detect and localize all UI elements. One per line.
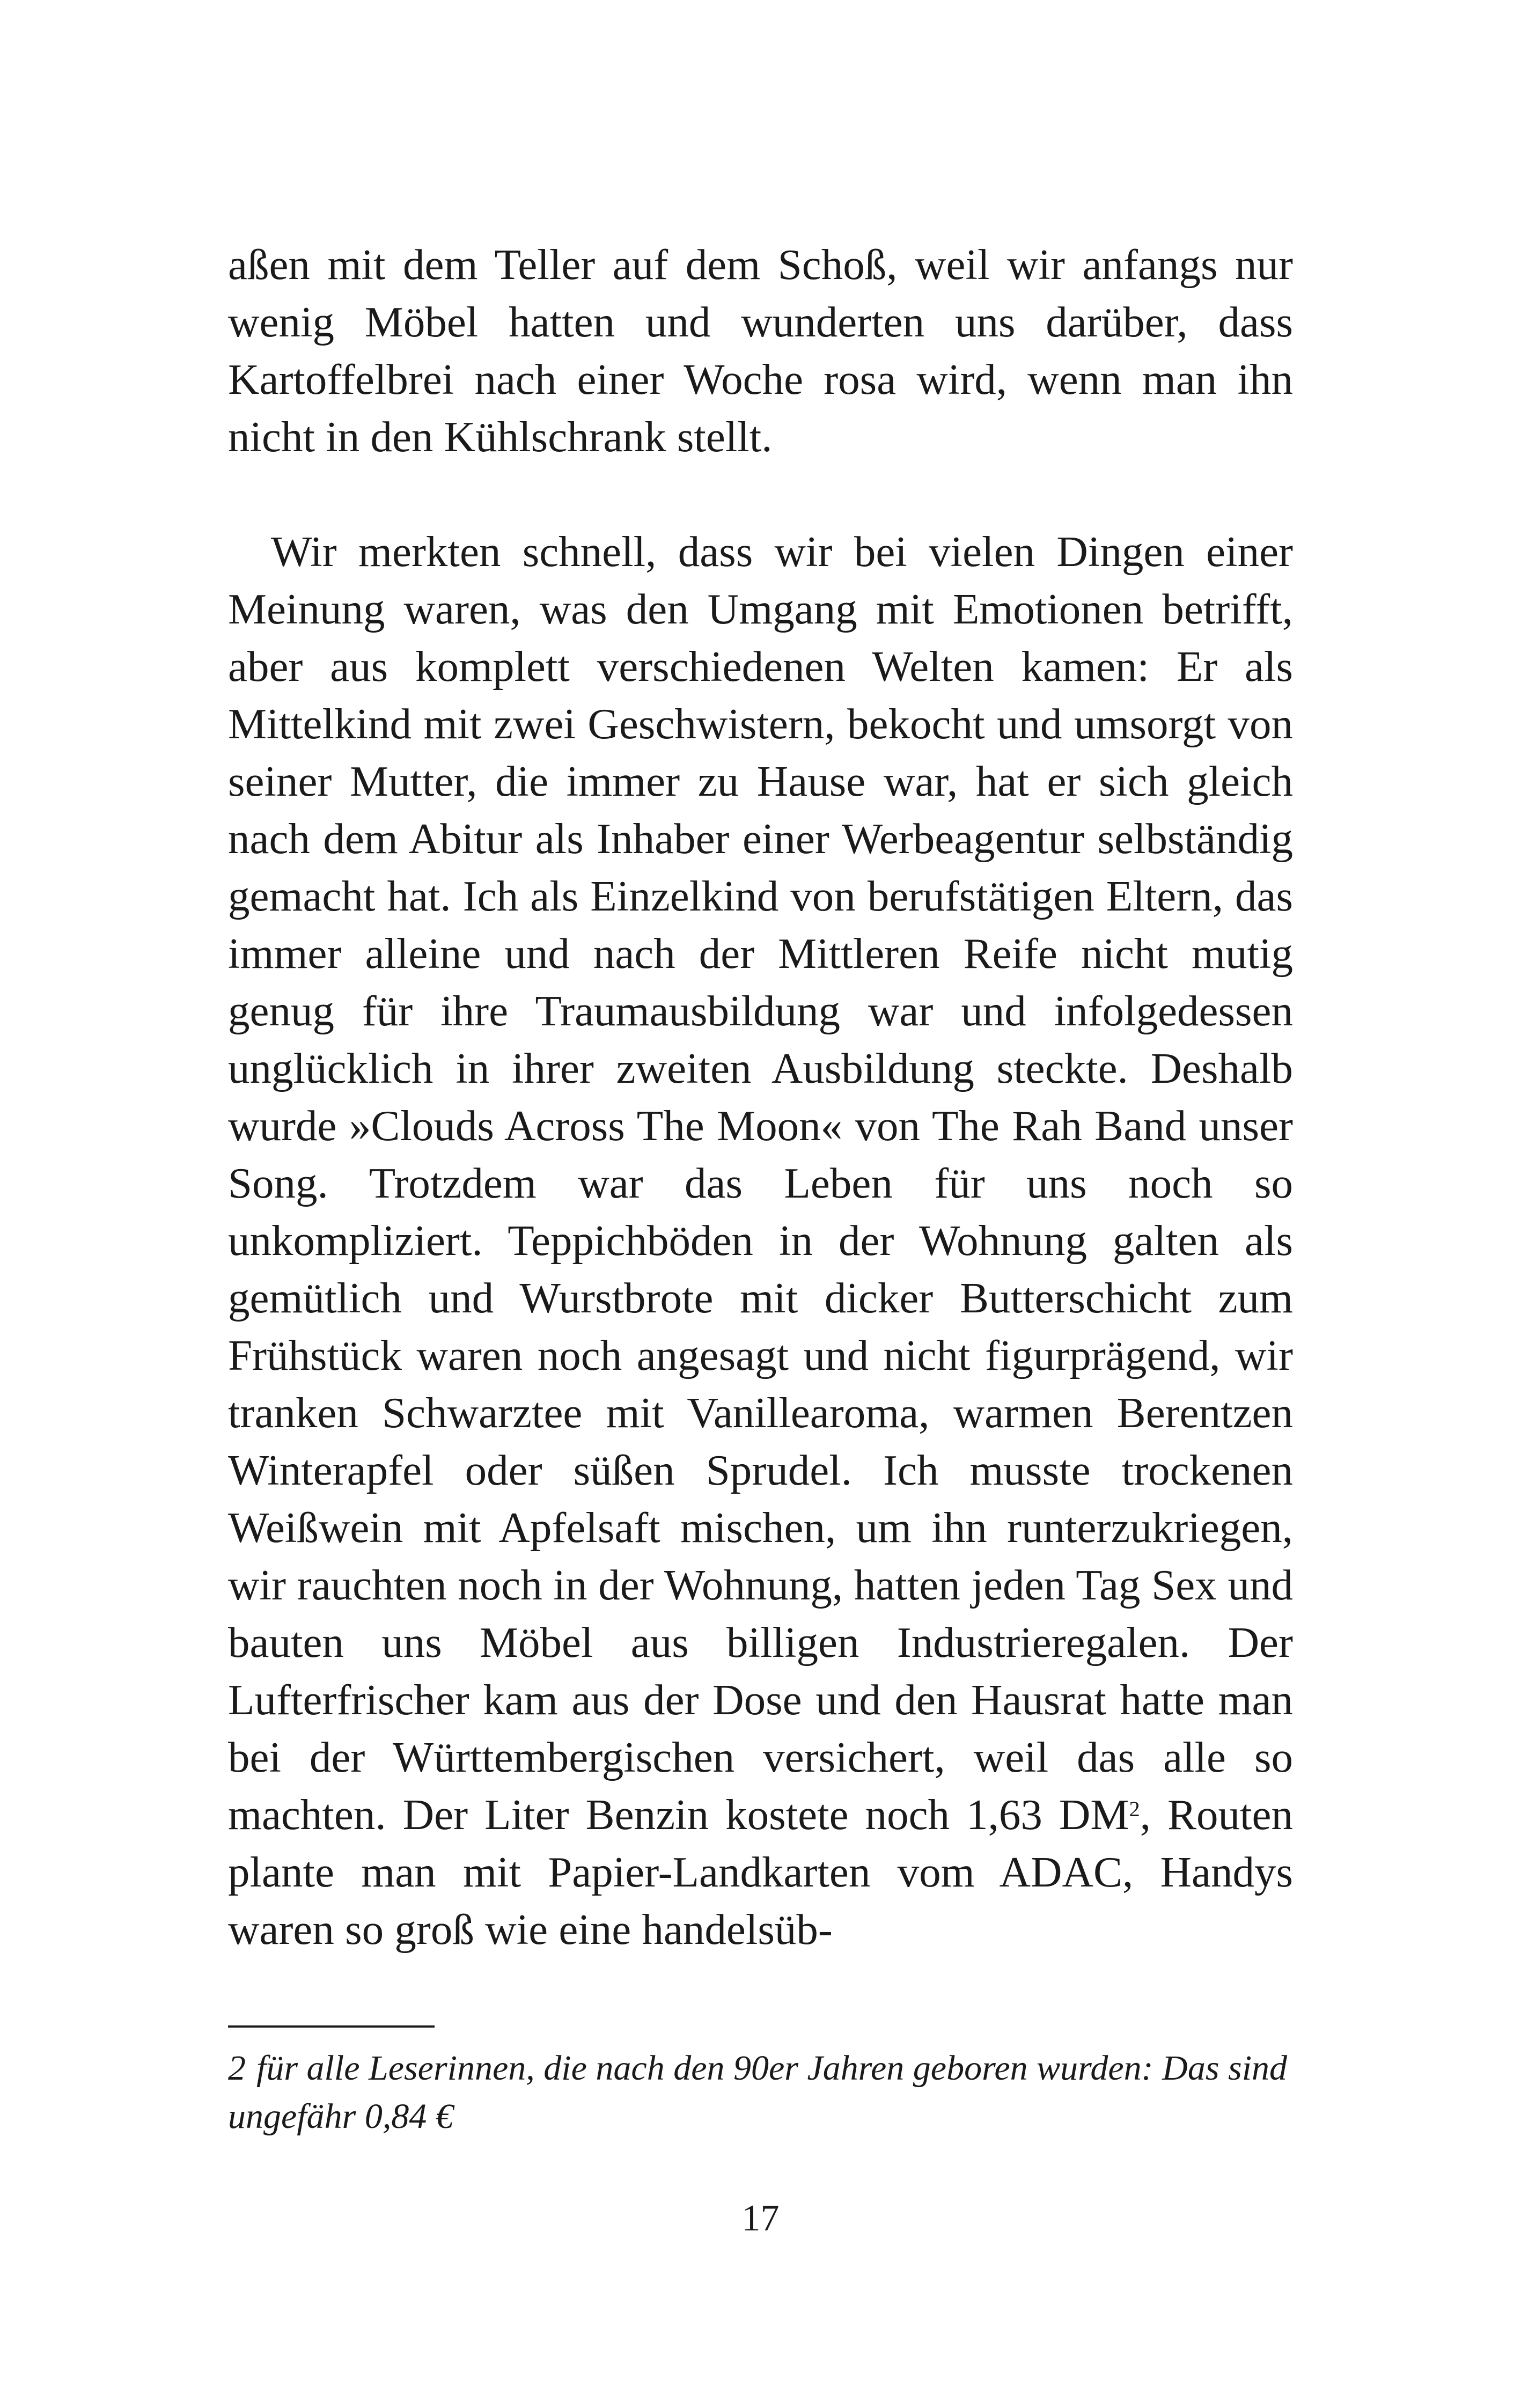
paragraph-text-continued: , Routen plante man mit Papier-Landkarten vom ADAC, Handys waren so groß wie eine handelsüb- — [228, 1790, 1293, 1954]
paragraph-text: aßen mit dem Teller auf dem Schoß, weil wir anfangs nur wenig Möbel hatten und wunderten uns darüber, dass Kartoffelbrei nach einer Woche rosa wird, wenn man ihn nicht in den Kühlschrank stellt. — [228, 240, 1293, 461]
footnote-number: 2 — [228, 2049, 246, 2088]
footnote-text: für alle Leserinnen, die nach den 90er Jahren geboren wurden: Das sind ungefähr 0,84 € — [228, 2049, 1288, 2136]
paragraph — [228, 523, 1293, 1958]
paragraph — [228, 236, 1293, 466]
footnote-marker[interactable]: 2 — [1129, 1796, 1140, 1821]
footnote — [228, 2044, 1293, 2141]
page-number: 17 — [741, 2198, 780, 2239]
paragraph-text: Wir merkten schnell, dass wir bei vielen Dingen einer Meinung waren, was den Umgang mit Emotionen betrifft, aber aus komplett verschiedenen Welten kamen: Er als Mittelkind mit zwei Geschwistern, bekocht und umsorgt von seiner Mutter, die immer zu Hause war, hat er sich gleich nach dem Abitur als Inhaber einer Werbeagentur selbständig gemacht hat. Ich als Einzelkind von berufstätigen Eltern, das immer alleine und nach der Mittleren Reife nicht mutig genug für ihre Traumausbildung war und infolgedessen unglücklich in ihrer zweiten Ausbildung steckte. Deshalb wurde »Clouds Across The Moon« von The Rah Band unser Song. Trotzdem war das Leben für uns noch so unkompliziert. Teppichböden in der Wohnung galten als gemütlich und Wurstbrote mit dicker Butterschicht zum Frühstück waren noch angesagt und nicht figurprägend, wir tranken Schwarztee mit Vanillearoma, warmen Berentzen Winterapfel oder süßen Sprudel. Ich musste trockenen Weißwein mit Apfelsaft mischen, um ihn runterzukriegen, wir rauchten noch in der Wohnung, hatten jeden Tag Sex und bauten uns Möbel aus billigen Industrieregalen. Der Lufterfrischer kam aus der Dose und den Hausrat hatte man bei der Württembergischen versichert, weil das alle so machten. Der Liter Benzin kostete noch 1,63 DM — [228, 527, 1293, 1839]
page-body — [228, 236, 1293, 2329]
footnote-divider — [228, 2025, 435, 2028]
